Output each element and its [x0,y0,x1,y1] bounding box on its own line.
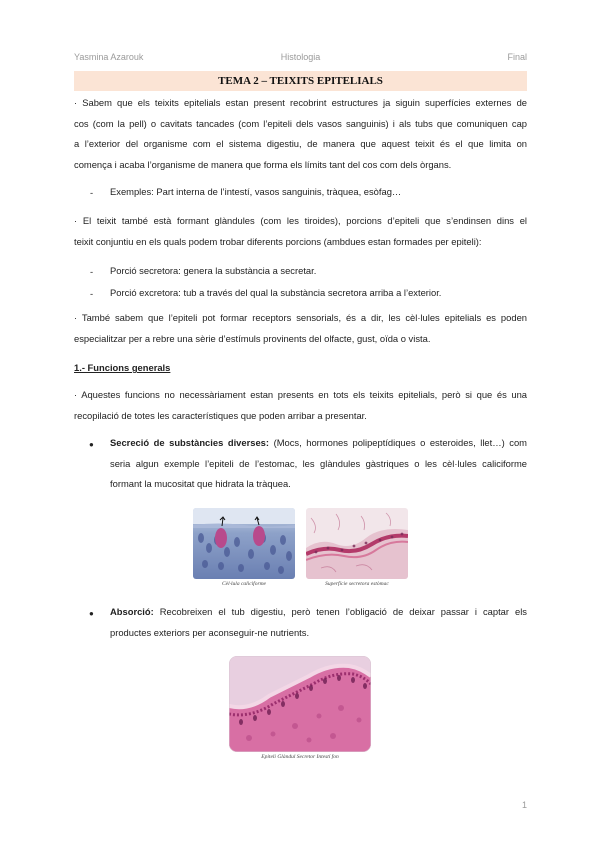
intro-line: cos (com la pell) o cavitats tancades (com l’epiteli dels vasos sanguinis) i als tubs que comuniquen cap [74,117,527,129]
secretion-item [110,433,527,495]
intestinal-epithelium-caption: Epiteli Glàndul Secretor Intestí fon [261,754,339,760]
functions-intro-line: recopilació de totes les característiques que poden arribar a presentar. [74,409,367,421]
secretion-label: Secreció de substàncies diverses: [110,437,270,448]
header-label: Final [507,52,527,62]
absorption-label: Absorció: [110,606,154,617]
goblet-cell-image [193,508,295,579]
absorption-item [110,602,527,643]
examples-dash: - [90,187,94,198]
intro-line: · Sabem que els teixits epitelials estan present recobrint estructures ja siguin superfícies externes de [74,97,527,108]
secretion-line: formant la mucositat que hidrata la tràquea. [110,478,291,490]
portion-excretora: Porció excretora: tub a través del qual la substància secretora arriba a l’exterior. [110,287,442,298]
header-subject: Histologia [280,52,321,62]
portion-secretora: Porció secretora: genera la substància a secretar. [110,265,317,276]
intro-line: a l’exterior del organisme com el sistema digestiu, de manera que aquest teixit és el que limita on [74,138,527,150]
secretion-line [110,433,527,454]
portion-dash: - [90,266,94,277]
intro-line: comença i acaba l’organisme de manera que forma els límits tant del cos com dels òrgans. [74,158,452,170]
stomach-surface-image [306,508,408,579]
examples-text: Exemples: Part interna de l’intestí, vasos sanguinis, tràquea, esòfag… [110,186,402,197]
receptors-line: · També sabem que l’epiteli pot formar receptors sensorials, és a dir, les cèl·lules epitelials es poden [74,312,527,323]
header-author: Yasmina Azarouk [74,52,144,62]
functions-intro-paragraph [74,385,527,426]
intestinal-epithelium-image [229,656,371,752]
secretion-line: seria algun exemple l’epiteli de l’estomac, les glàndules gàstriques o les cèl·lules caliciforme [110,457,527,469]
absorption-line: productes exteriors per aconseguir-ne nutrients. [110,626,310,638]
document-title: TEMA 2 – TEIXITS EPITELIALS [74,71,527,91]
functions-intro-line: · Aquestes funcions no necessàriament estan presents en tots els teixits epitelials, però si que és una [74,389,527,400]
section-heading: 1.- Funcions generals [74,362,171,373]
absorption-line [110,602,527,623]
bullet-icon: ● [89,440,94,449]
absorption-text: Recobreixen el tub digestiu, però tenen l’obligació de deixar passar i captar els [153,606,527,617]
stomach-surface-caption: Superfície secretora estòmac [325,581,389,587]
bullet-icon: ● [89,609,94,618]
glands-paragraph [74,211,527,252]
receptors-paragraph [74,308,527,349]
page-number: 1 [521,800,527,810]
glands-line: · El teixit també està formant glàndules (com les tiroides), porcions d’epiteli que s’endinsen dins el [74,215,527,226]
secretion-text: (Mocs, hormones polipeptídiques o esteroides, llet…) com [269,437,527,448]
glands-line: teixit conjuntiu en els quals podem trobar diferents porcions (ambdues estan formades per epiteli): [74,235,482,247]
intro-paragraph [74,93,527,175]
page-header [74,52,527,66]
portion-dash: - [90,288,94,299]
goblet-cell-caption: Cèl·lula caliciforme [222,581,266,587]
receptors-line: especialitzar per a rebre una sèrie d’estímuls provinents del olfacte, gust, oïda o vista. [74,332,431,344]
